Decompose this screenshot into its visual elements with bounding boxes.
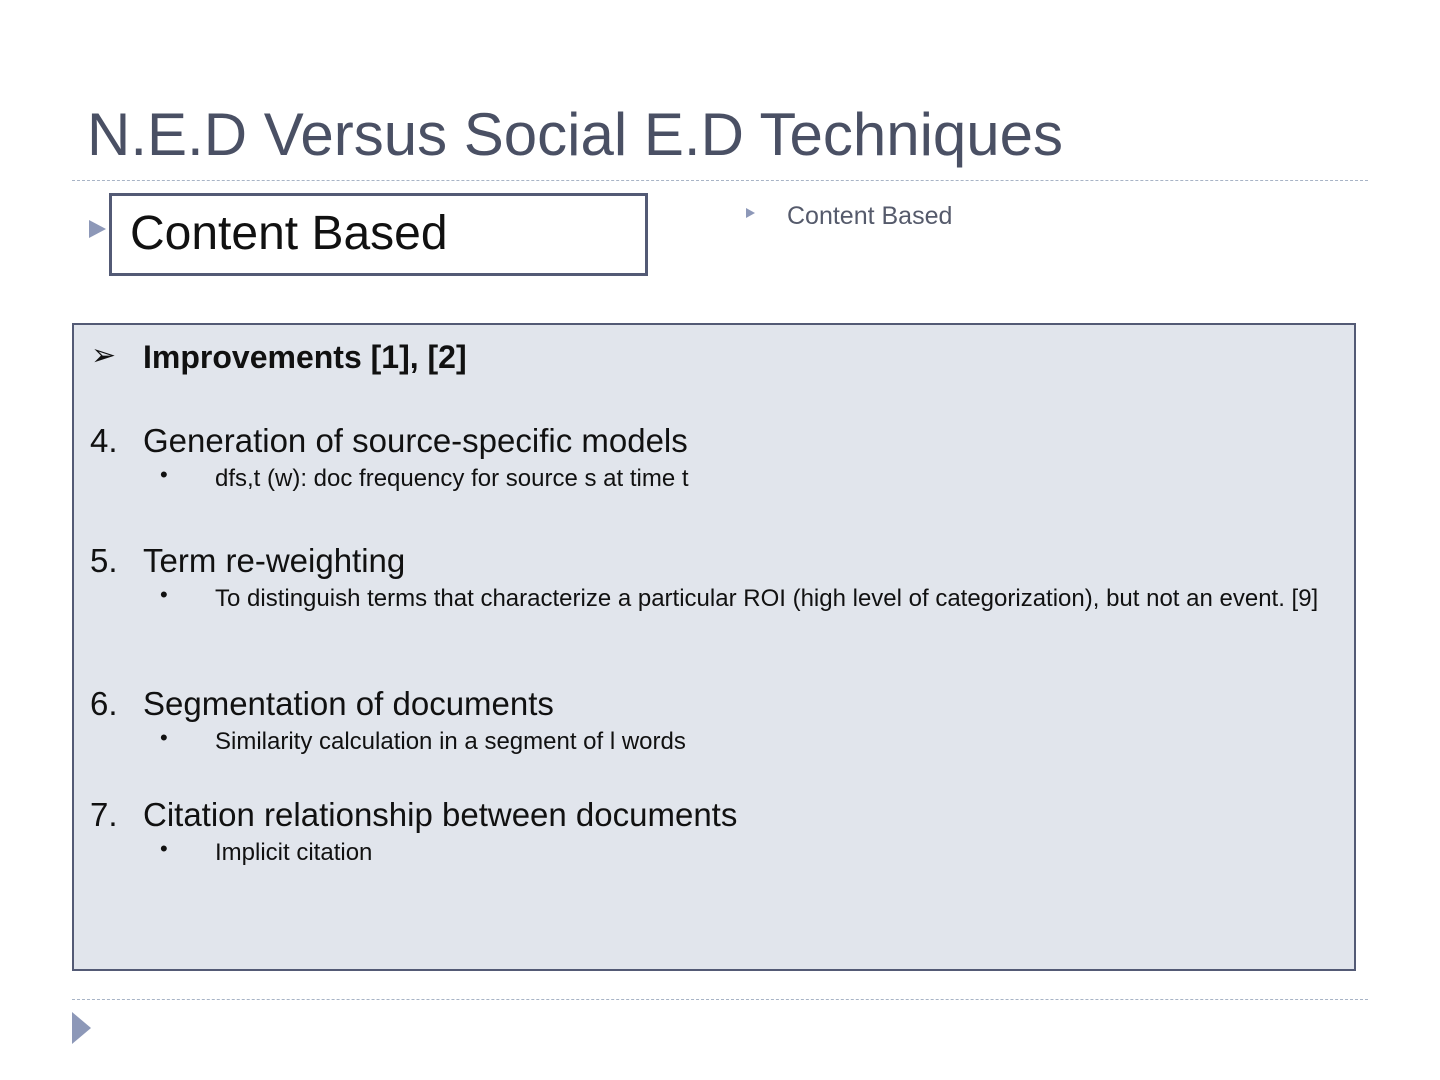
bullet-dot-icon: •: [160, 582, 168, 607]
item-detail: Similarity calculation in a segment of l words: [215, 728, 686, 755]
arrow-bullet-icon: ➢: [91, 339, 117, 372]
slide-title: N.E.D Versus Social E.D Techniques: [87, 101, 1064, 168]
right-column-label: Content Based: [787, 202, 953, 230]
content-based-box: [109, 193, 648, 276]
item-number: 4.: [90, 422, 118, 459]
triangle-bullet-icon: [746, 208, 755, 218]
bullet-dot-icon: •: [160, 725, 168, 750]
item-detail: dfs,t (w): doc frequency for source s at time t: [215, 465, 689, 492]
item-number: 7.: [90, 796, 118, 833]
item-title: Citation relationship between documents: [143, 796, 738, 833]
footer-divider: [72, 999, 1368, 1000]
bullet-dot-icon: •: [160, 462, 168, 487]
bullet-dot-icon: •: [160, 836, 168, 861]
improvements-box: [72, 323, 1356, 971]
content-based-label: Content Based: [130, 207, 448, 260]
item-number: 6.: [90, 685, 118, 722]
item-detail: To distinguish terms that characterize a particular ROI (high level of categorization), but not an event. [9]: [215, 585, 1319, 612]
item-title: Term re-weighting: [143, 542, 406, 579]
item-title: Segmentation of documents: [143, 685, 554, 722]
item-title: Generation of source-specific models: [143, 422, 688, 459]
item-number: 5.: [90, 542, 118, 579]
next-slide-arrow-icon[interactable]: [72, 1012, 91, 1044]
title-divider: [72, 180, 1368, 181]
item-detail: Implicit citation: [215, 839, 373, 866]
triangle-bullet-icon: [89, 220, 106, 238]
improvements-heading: Improvements [1], [2]: [143, 339, 467, 375]
